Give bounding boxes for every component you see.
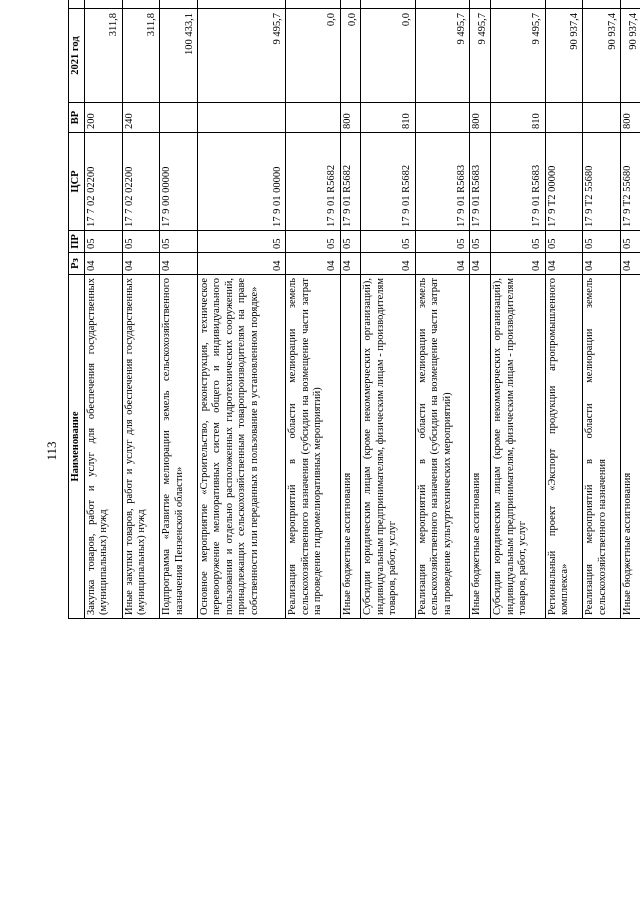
row-rz: 04 (198, 253, 286, 275)
row-2021: 9 495,7 (415, 9, 469, 103)
table-row (545, 0, 583, 619)
row-vr (286, 103, 340, 133)
row-csr: 17 9 01 R5682 (340, 133, 361, 231)
table-row (621, 0, 640, 619)
row-pr: 05 (545, 231, 583, 253)
row-rz: 04 (491, 253, 545, 275)
row-vr (415, 103, 469, 133)
row-name: Иные бюджетные ассигнования (340, 275, 361, 619)
row-csr: 17 9 T2 00000 (545, 133, 583, 231)
row-csr: 17 7 02 02200 (122, 133, 160, 231)
row-csr: 17 9 01 R5682 (286, 133, 340, 231)
row-2021: 90 937,4 (545, 9, 583, 103)
row-vr (198, 103, 286, 133)
budget-table (68, 0, 640, 619)
table-row (286, 0, 340, 619)
row-rz: 04 (85, 253, 123, 275)
row-2022 (415, 0, 469, 9)
table-row (415, 0, 469, 619)
table-row (85, 0, 123, 619)
header-vr: ВР (69, 103, 85, 133)
row-vr (160, 103, 198, 133)
row-vr (583, 103, 621, 133)
row-2021: 0,0 (286, 9, 340, 103)
table-row (340, 0, 361, 619)
row-name: Иные бюджетные ассигнования (470, 275, 491, 619)
row-rz: 04 (340, 253, 361, 275)
row-2021: 0,0 (361, 9, 415, 103)
row-pr: 05 (621, 231, 640, 253)
row-2021: 0,0 (340, 9, 361, 103)
rotated-page-area (68, 13, 640, 845)
row-rz: 04 (122, 253, 160, 275)
row-pr: 05 (160, 231, 198, 253)
header-pr: ПР (69, 231, 85, 253)
row-vr: 200 (85, 103, 123, 133)
row-vr: 800 (470, 103, 491, 133)
row-2022 (340, 0, 361, 9)
row-name: Региональный проект «Экспорт продукции агропромышленного комплекса» (545, 275, 583, 619)
row-2021: 311,8 (85, 9, 123, 103)
row-csr: 17 9 01 R5683 (470, 133, 491, 231)
row-csr: 17 9 00 00000 (160, 133, 198, 231)
header-2022 (69, 0, 85, 9)
row-2022 (122, 0, 160, 9)
row-rz: 04 (415, 253, 469, 275)
row-pr: 05 (340, 231, 361, 253)
row-pr: 05 (85, 231, 123, 253)
row-name: Субсидии юридическим лицам (кроме некоммерческих организаций), индивидуальным предпринимателям, физическим лицам - производителям товаров, работ, услуг (491, 275, 545, 619)
row-pr: 05 (122, 231, 160, 253)
row-rz: 04 (470, 253, 491, 275)
row-2022 (160, 0, 198, 9)
budget-table-wrapper (68, 0, 640, 619)
row-csr: 17 7 02 02200 (85, 133, 123, 231)
row-csr: 17 9 T2 55680 (621, 133, 640, 231)
row-name: Иные закупки товаров, работ и услуг для обеспечения государственных (муниципальных) нужд (122, 275, 160, 619)
row-2022 (545, 0, 583, 9)
row-2021: 100 433,1 (160, 9, 198, 103)
row-name: Реализация мероприятий в области мелиорации земель сельскохозяйственного назначения (субсидии на возмещение части затрат на проведение культуртехнических мероприятий) (415, 275, 469, 619)
row-vr: 800 (340, 103, 361, 133)
row-pr: 05 (415, 231, 469, 253)
row-2022 (286, 0, 340, 9)
header-name: Наименование (69, 275, 85, 619)
page-number: 113 (44, 441, 59, 461)
row-2022 (361, 0, 415, 9)
row-2021: 311,8 (122, 9, 160, 103)
row-csr: 17 9 01 00000 (198, 133, 286, 231)
row-2021: 9 495,7 (470, 9, 491, 103)
table-row (583, 0, 621, 619)
row-rz: 04 (286, 253, 340, 275)
row-name: Реализация мероприятий в области мелиорации земель сельскохозяйственного назначения (субсидии на возмещение части затрат на проведение гидромелиоративных мероприятий) (286, 275, 340, 619)
row-2022 (85, 0, 123, 9)
row-pr: 05 (583, 231, 621, 253)
table-row (198, 0, 286, 619)
row-vr: 240 (122, 103, 160, 133)
table-row (491, 0, 545, 619)
row-name: Закупка товаров, работ и услуг для обеспечения государственных (муниципальных) нужд (85, 275, 123, 619)
row-pr: 05 (198, 231, 286, 253)
row-name: Иные бюджетные ассигнования (621, 275, 640, 619)
row-vr (545, 103, 583, 133)
row-name: Основное мероприятие «Строительство, реконструкция, техническое перевооружение мелиоративных систем общего и индивидуального пользования и отдельно расположенных гидротехнических сооружений, принадлежащих сельскохозяйственным товаропроизводителям на праве собственности или переданных в пользование в установленном порядке» (198, 275, 286, 619)
row-2021: 9 495,7 (491, 9, 545, 103)
row-2022 (621, 0, 640, 9)
row-vr: 810 (491, 103, 545, 133)
row-vr: 810 (361, 103, 415, 133)
table-row (160, 0, 198, 619)
row-pr: 05 (361, 231, 415, 253)
row-2021: 90 937,4 (583, 9, 621, 103)
row-name: Подпрограмма «Развитие мелиорации земель сельскохозяйственного назначения Пензенской области» (160, 275, 198, 619)
row-2021: 9 495,7 (198, 9, 286, 103)
row-pr: 05 (491, 231, 545, 253)
row-name: Реализация мероприятий в области мелиорации земель сельскохозяйственного назначения (583, 275, 621, 619)
header-2021: 2021 год (69, 9, 85, 103)
row-csr: 17 9 01 R5682 (361, 133, 415, 231)
header-csr: ЦСР (69, 133, 85, 231)
row-rz: 04 (621, 253, 640, 275)
row-rz: 04 (583, 253, 621, 275)
table-row (122, 0, 160, 619)
row-rz: 04 (160, 253, 198, 275)
row-vr: 800 (621, 103, 640, 133)
row-rz: 04 (545, 253, 583, 275)
header-rz: Рз (69, 253, 85, 275)
table-row (361, 0, 415, 619)
row-name: Субсидии юридическим лицам (кроме некоммерческих организаций), индивидуальным предпринимателям, физическим лицам - производителям товаров, работ, услуг (361, 275, 415, 619)
table-row (470, 0, 491, 619)
row-2022 (491, 0, 545, 9)
row-2021: 90 937,4 (621, 9, 640, 103)
row-pr: 05 (286, 231, 340, 253)
row-csr: 17 9 01 R5683 (415, 133, 469, 231)
row-rz: 04 (361, 253, 415, 275)
row-csr: 17 9 01 R5683 (491, 133, 545, 231)
table-header-row (69, 0, 85, 619)
row-2022 (583, 0, 621, 9)
row-2022 (470, 0, 491, 9)
row-pr: 05 (470, 231, 491, 253)
row-csr: 17 9 T2 55680 (583, 133, 621, 231)
row-2022 (198, 0, 286, 9)
